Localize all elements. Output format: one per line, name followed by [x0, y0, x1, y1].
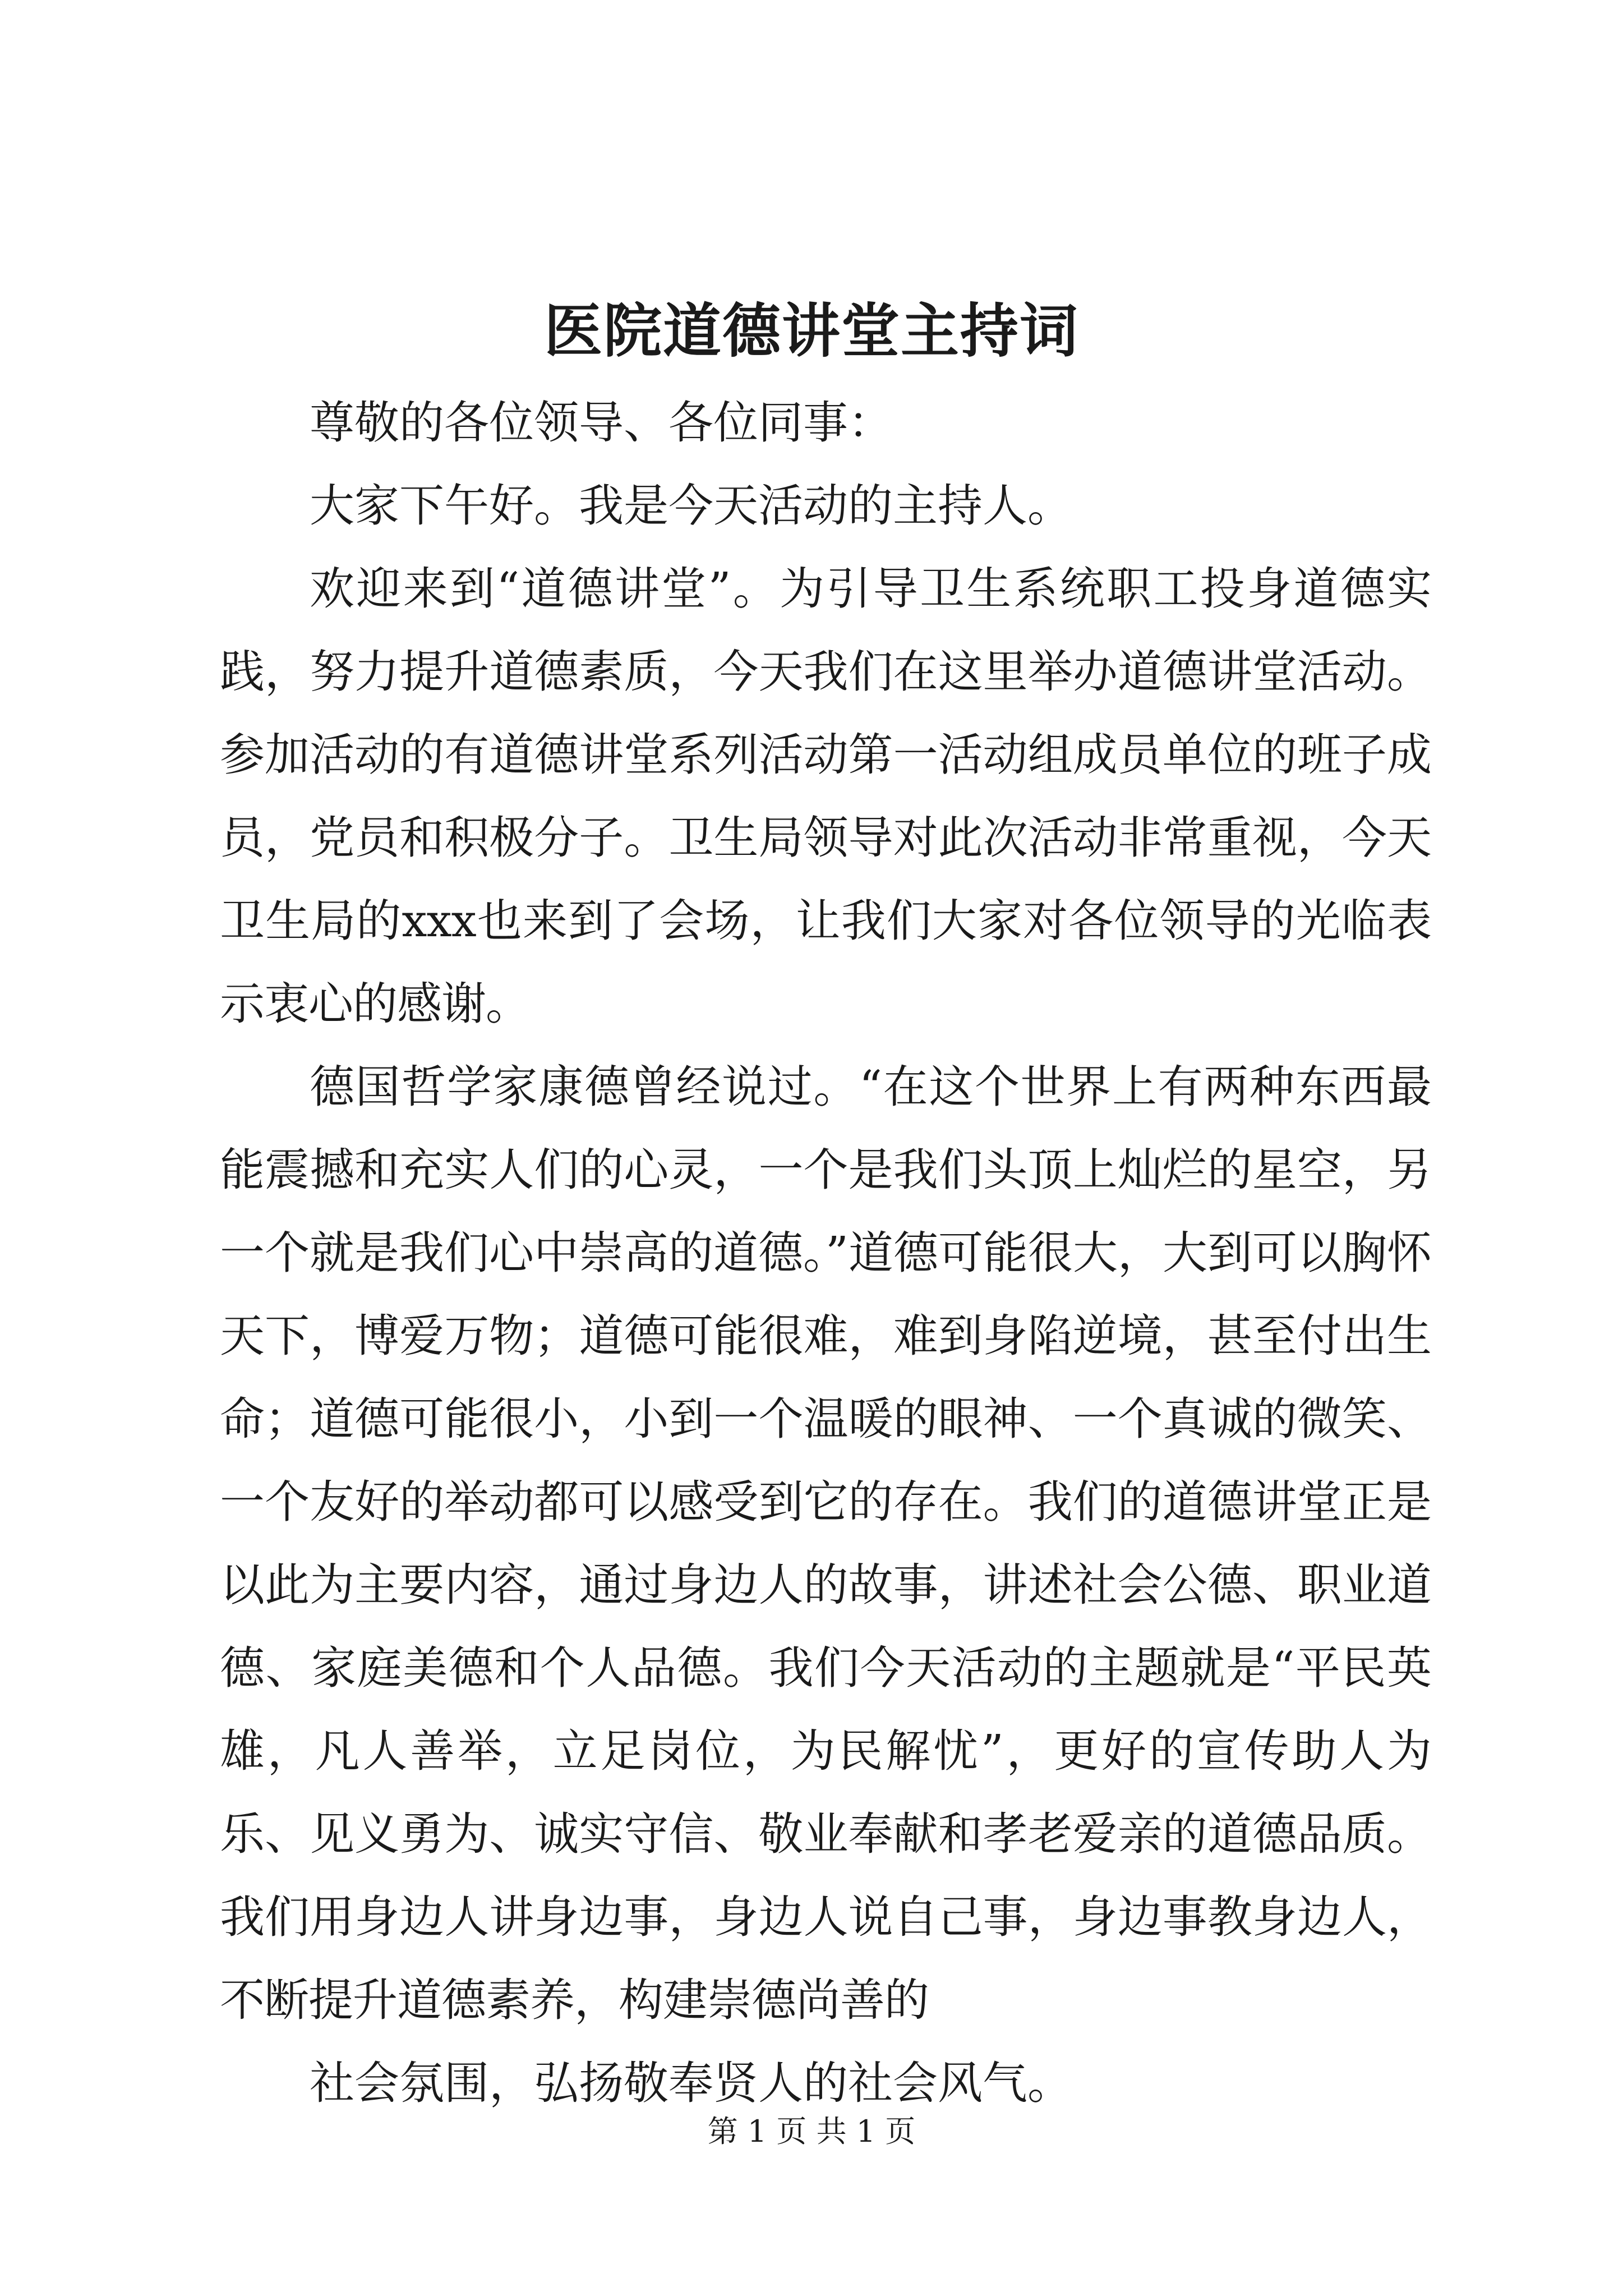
salutation-paragraph: 尊敬的各位领导、各位同事：	[310, 397, 893, 449]
welcome-paragraph: 欢迎来到“道德讲堂”。为引导卫生系统职工投身道德实践，努力提升道德素质，今天我们在这里举办道德讲堂活动。参加活动的有道德讲堂系列活动第一活动组成员单位的班子成员，党员和积极分子。卫生局领导对此次活动非常重视，今天卫生局的xxx也来到了会场，让我们大家对各位领导的光临表示衷心的感谢。	[220, 563, 1431, 1030]
closing-paragraph: 社会氛围，弘扬敬奉贤人的社会风气。	[310, 2057, 1072, 2109]
greeting-paragraph: 大家下午好。我是今天活动的主持人。	[310, 480, 1072, 532]
page-number-footer: 第 1 页 共 1 页	[707, 2114, 916, 2149]
kant-quote-paragraph: 德国哲学家康德曾经说过。“在这个世界上有两种东西最能震撼和充实人们的心灵，一个是我们头顶上灿烂的星空，另一个就是我们心中崇高的道德。”道德可能很大，大到可以胸怀天下，博爱万物；道德可能很难，难到身陷逆境，甚至付出生命；道德可能很小，小到一个温暖的眼神、一个真诚的微笑、一个友好的举动都可以感受到它的存在。我们的道德讲堂正是以此为主要内容，通过身边人的故事，讲述社会公德、职业道德、家庭美德和个人品德。我们今天活动的主题就是“平民英雄，凡人善举，立足岗位，为民解忧”，更好的宣传助人为乐、见义勇为、诚实守信、敬业奉献和孝老爱亲的道德品质。我们用身边人讲身边事，身边人说自己事，身边事教身边人，不断提升道德素养，构建崇德尚善的	[220, 1061, 1431, 2026]
document-title: 医院道德讲堂主持词	[543, 296, 1079, 365]
document-body	[220, 381, 1431, 2125]
